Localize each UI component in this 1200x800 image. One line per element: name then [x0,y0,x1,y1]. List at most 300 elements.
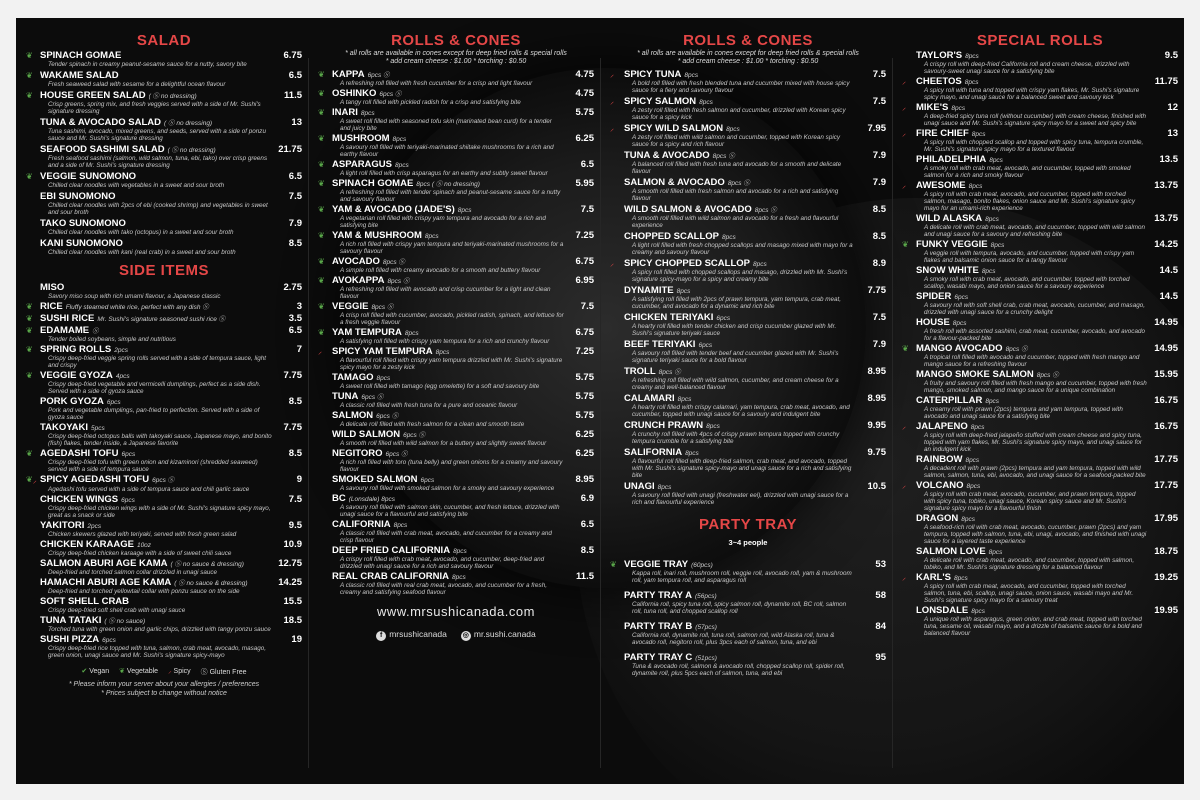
menu-item-detail: ( Ⓢ no sauce & dressing) [174,580,248,587]
menu-item-description: California roll, dynamite roll, tuna roll, salmon roll, wild Alaska roll, tuna & avocado roll, negitoro roll, plus 3pcs each of salmon, tuna, and ebi [632,632,835,646]
menu-item-row [902,76,1178,87]
menu-item [318,88,594,106]
menu-item-price: 7.75 [283,422,302,433]
menu-item-detail: 8pcs [985,216,999,223]
menu-item [318,301,594,326]
menu-item-description: A spicy roll with crab meat, avocado, cucumber, and prawn tempura, topped with spicy tuna, tobiko, unagi sauce, Korean spicy sauce and Mr. Sushi's signature spicy mayo for a flavourful finish [924,491,1136,512]
menu-item-row [26,90,302,101]
facebook-handle: mrsushicanada [389,629,447,639]
menu-item-detail: 8pcs ( Ⓢ no dressing) [416,181,480,188]
menu-item-detail: 8pcs [452,574,466,581]
menu-item-detail: 8pcs [981,268,996,275]
chili-icon: ⸝ [902,481,906,490]
menu-item-price: 17.75 [1154,454,1178,465]
menu-item-name: CHOPPED SCALLOP [624,231,720,242]
menu-item-name: REAL CRAB CALIFORNIA [332,571,449,582]
menu-item-price: 15.5 [283,596,302,607]
menu-item-row [26,520,302,531]
menu-item-description: A crispy roll with deep-fried California roll and cream cheese, drizzled with savoury-sweet unagi sauce for a satisfying bite [924,61,1130,75]
leaf-icon: ❦ [610,560,617,569]
menu-item-price: 11.75 [1154,76,1178,87]
menu-item-price: 17.75 [1154,480,1178,491]
menu-item-row [610,312,886,323]
menu-item-detail: 8pcs [404,330,419,337]
menu-item-price: 7.95 [867,123,886,134]
rolls-note-2: * add cream cheese : $1.00 * torching : $0.50 [385,58,527,65]
leaf-icon: ❦ [318,134,325,143]
menu-item-name: YAKITORI [40,520,85,531]
menu-item-row [902,480,1178,491]
menu-item-name: CHICKEN TERIYAKI [624,312,714,323]
menu-item-row [610,481,886,492]
menu-item [26,218,302,236]
menu-item-detail: 6pcs Ⓢ [376,413,399,420]
menu-item-price: 21.75 [278,144,302,155]
menu-item-row [902,154,1178,165]
menu-item-detail: 6pcs [121,497,135,504]
menu-item-price: 2.75 [283,282,302,293]
menu-item [318,474,594,492]
menu-item-name: SALIFORNIA [624,447,683,458]
menu-item-name: VEGGIE [332,301,369,312]
menu-item-row [318,410,594,421]
menu-item-note: ( Ⓢ no dressing) [167,147,216,154]
menu-item [902,76,1178,101]
menu-item-description: A refreshing roll filled with avocado and crisp cucumber for a light and clean flavour [340,286,551,300]
menu-item-price: 8.5 [872,204,886,215]
menu-item-price: 7 [296,344,302,355]
menu-item-detail: 8pcs Ⓢ [754,207,777,214]
menu-item-description: Crispy deep-fried tofu with green onion and kizaminori (shredded seaweed) served with a side of tempura sauce [48,459,258,473]
party-tray-serving: 3~4 people [728,538,768,547]
menu-item-detail: Ⓢ [92,328,99,335]
menu-item-name: PORK GYOZA [40,396,104,407]
menu-item-detail: 8pcs [965,53,979,60]
menu-item-row [26,301,302,312]
chili-icon: ⸝ [902,77,906,86]
menu-item-name: TUNA TATAKI [40,615,102,626]
menu-item-price: 7.5 [288,494,302,505]
menu-item-name: CALAMARI [624,393,675,404]
menu-item-row [902,291,1178,302]
menu-item-description: A flavourful roll filled with crispy yam tempura drizzled with Mr. Sushi's signature spicy mayo for a zesty kick [340,357,563,371]
menu-item-price: 4.75 [575,88,594,99]
section-heading-side-items: SIDE ITEMS [118,262,209,279]
menu-item-name: MUSHROOM [332,133,390,144]
menu-item-description: A rich roll filled with toro (tuna belly) and green onions for a creamy and savoury flavour [340,459,563,473]
chili-icon: ⸝ [902,573,906,582]
menu-item-price: 13 [1167,128,1178,139]
menu-item [610,621,886,646]
menu-item-name: KAPPA [332,69,365,80]
menu-item-price: 5.95 [575,178,594,189]
chili-icon: ⸝ [318,347,322,356]
menu-item-description: A savoury roll filled with salmon skin, cucumber, and fresh lettuce, drizzled with unagi sauce for a flavourful and satisfying bite [340,504,560,518]
menu-item-row [318,159,594,170]
leaf-icon: ❦ [318,205,325,214]
menu-item-name: NEGITORO [332,448,383,459]
menu-item-description: A creamy roll with prawn (2pcs) tempura and yam tempura, topped with avocado and unagi sauce for a satisfying bite [924,406,1123,420]
menu-item-price: 11.5 [284,90,302,101]
section-heading-party-tray: PARTY TRAY [698,516,798,533]
menu-item-row [902,572,1178,583]
menu-item-price: 10.5 [867,481,886,492]
menu-item-detail: 8pcs [706,423,720,430]
menu-item-price: 6.75 [283,50,302,61]
menu-item-price: 3.5 [288,313,302,324]
chili-icon: ⸝ [610,124,614,133]
menu-item-row [26,396,302,407]
menu-item [610,559,886,584]
leaf-icon: ❦ [318,257,325,266]
menu-item-row [610,420,886,431]
menu-item-description: A classic roll filled with crab meat, avocado, and cucumber for a creamy and crisp flavour [340,530,552,544]
menu-item [26,558,302,576]
menu-item [902,421,1178,453]
menu-item-price: 6.5 [288,70,302,81]
menu-item-description: A deep-fried spicy tuna roll (without cucumber) with cream cheese, finished with unagi sauce and Mr. Sushi's signature spicy mayo for a sweet and spicy bite [924,113,1147,127]
menu-item [610,231,886,256]
menu-item-name: AGEDASHI TOFU [40,448,119,459]
menu-item [902,513,1178,545]
menu-item-note: ( Ⓢ no dressing) [148,93,197,100]
menu-item-row [902,128,1178,139]
menu-item-name: SNOW WHITE [916,265,979,276]
menu-item-detail: (Lonsdale) 8pcs [348,496,395,503]
menu-item-detail: 6pcs Ⓢ [367,72,390,79]
menu-item-name: SEAFOOD SASHIMI SALAD [40,144,165,155]
menu-item-row [610,559,886,570]
rolls-note-1: * all rolls are available in cones except for deep fried rolls & special rolls [345,50,567,57]
menu-item-description: A refreshing roll filled with wild salmon, cucumber, and cream cheese for a creamy and well-balanced flavour [632,377,839,391]
menu-item-price: 7.9 [872,177,886,188]
menu-item [902,395,1178,420]
menu-item-price: 14.95 [1154,317,1178,328]
menu-item-row [902,454,1178,465]
leaf-icon: ❦ [318,231,325,240]
menu-item-detail: 6pcs [698,342,713,349]
menu-item-description: A vegetarian roll filled with crispy yam tempura and avocado for a rich and satisfying bite [340,215,546,229]
menu-item-description: A savoury roll with soft shell crab, crab meat, avocado, cucumber, and masago, drizzled with unagi sauce for a crunchy delight [924,302,1145,316]
menu-item-price: 18.75 [1154,546,1178,557]
menu-item-row [26,238,302,249]
menu-item [26,344,302,369]
menu-item-detail: 8pcs [360,110,375,117]
menu-item-detail: 2pcs [114,347,128,354]
menu-item [902,291,1178,316]
menu-item [318,429,594,447]
party-tray-list [610,559,886,677]
menu-item-detail: 6pcs Ⓢ [385,451,408,458]
menu-item-price: 16.75 [1154,421,1178,432]
menu-item [318,545,594,570]
leaf-icon: ❦ [318,302,325,311]
menu-item-description: A fresh roll with assorted sashimi, crab meat, cucumber, avocado, and avocado for a flavour-packed bite [924,328,1145,342]
menu-item-name: RAINBOW [916,454,963,465]
menu-item-row [26,596,302,607]
menu-item-description: A zesty roll filled with fresh salmon and cucumber, drizzled with Korean spicy sauce for a spicy kick [632,107,846,121]
menu-item-name: BC [332,493,346,504]
menu-item [610,69,886,94]
menu-item-row [26,474,302,486]
menu-item-row [318,69,594,80]
chili-icon: ⸝ [610,97,614,106]
menu-item-price: 7.9 [288,218,302,229]
menu-item-detail: 8pcs [376,375,391,382]
menu-item-name: DRAGON [916,513,959,524]
menu-item-detail: Fluffy steamed white rice, perfect with any dish Ⓢ [65,304,209,311]
menu-item-row [902,317,1178,328]
menu-item [610,366,886,391]
menu-item-price: 10.9 [283,539,302,550]
menu-item [318,256,594,274]
leaf-icon: ❦ [26,345,33,354]
legend-spicy-label: Spicy [173,668,191,675]
dietary-legend [26,667,302,677]
menu-item-row [26,117,302,128]
menu-item-detail: Mr. Sushi's signature seasoned sushi rice Ⓢ [97,316,226,323]
menu-item [902,605,1178,637]
instagram-link[interactable] [461,629,536,641]
facebook-link[interactable] [376,629,447,641]
rolls-note-1: * all rolls are available in cones except for deep fried rolls & special rolls [637,50,859,57]
legend-gf-label: Gluten Free [209,669,247,676]
menu-item-row [26,313,302,324]
menu-item [26,171,302,189]
menu-item-row [610,366,886,377]
menu-item-name: FIRE CHIEF [916,128,969,139]
menu-item-name: EDAMAME [40,325,90,336]
menu-item-description: Crisp greens, spring mix, and fresh veggies served with a side of Mr. Sushi's signature dressing [48,101,261,115]
menu-item-name: JALAPENO [916,421,968,432]
leaf-icon: ❦ [318,179,325,188]
menu-item-price: 13.75 [1154,180,1178,191]
rolls-list-1 [318,69,594,596]
menu-item-description: A crispy roll filled with crab meat, avocado, and cucumber, deep-fried and drizzled with unagi sauce for a rich and savoury flavour [340,556,545,570]
menu-item [26,370,302,395]
social-links [318,629,594,641]
menu-item-price: 7.25 [575,230,594,241]
menu-item-detail: 10oz [136,542,152,549]
menu-item-name: VEGGIE TRAY [624,559,689,570]
menu-item-description: Savory miso soup with rich umami flavour, a Japanese classic [48,293,221,300]
menu-item-row [26,558,302,569]
menu-item-detail: 8pcs [453,548,467,555]
menu-item-description: A tangy roll filled with pickled radish for a crisp and satisfying bite [340,99,521,106]
menu-item [26,634,302,659]
menu-item-detail: 8pcs [657,484,672,491]
menu-item-description: A smooth roll filled with fresh salmon and avocado for a rich and satisfying flavour [632,188,839,202]
column-divider [892,58,893,768]
menu-item-description: A fruity and savoury roll filled with fresh mango and cucumber, topped with fresh mango, smoked salmon, and mango sauce for a unique combination [924,380,1147,394]
menu-item-description: Crispy deep-fried vegetable and vermicelli dumplings, perfect as a side dish. Served with a side of gyoza sauce [48,381,261,395]
menu-item-price: 7.5 [288,191,302,202]
menu-item-description: A spicy roll with crab meat, avocado, and cucumber, topped with torched salmon, masago, bonito flakes, onion sauce and Mr. Sushi's signature spicy mayo for an umami-rich experience [924,191,1135,212]
menu-item [610,96,886,121]
menu-item-description: A smoky roll with crab meat, avocado, and cucumber, topped with smoked salmon for a rich and smoky flavour [924,165,1131,179]
menu-item-price: 6.5 [580,159,594,170]
facebook-icon: f [376,631,386,641]
menu-item-detail: 8pcs Ⓢ [727,180,750,187]
menu-item-row [318,88,594,99]
menu-item-name: SALMON [332,410,374,421]
menu-item-detail: 8pcs Ⓢ [712,153,735,160]
menu-item-row [610,123,886,134]
menu-item-detail: (51pcs) [695,655,717,662]
menu-item [318,391,594,409]
chili-icon: ⸝ [610,259,614,268]
menu-item-name: CHICKEN KARAAGE [40,539,134,550]
menu-item-detail: 8pcs [953,575,968,582]
menu-item [318,448,594,473]
menu-item-name: SPINACH GOMAE [332,178,414,189]
menu-item [26,238,302,256]
menu-item-name: MANGO AVOCADO [916,343,1003,354]
menu-item [902,343,1178,368]
menu-item-name: UNAGI [624,481,655,492]
leaf-icon: ❦ [26,302,33,311]
menu-item [318,410,594,428]
menu-item [902,50,1178,75]
menu-item [26,282,302,300]
menu-item-note: ( Ⓢ no dressing) [164,120,213,127]
menu-item-price: 7.9 [872,150,886,161]
menu-item [610,312,886,337]
menu-item-row [902,605,1178,616]
menu-item-price: 14.5 [1159,291,1178,302]
menu-item-description: Deep-fried and torched yellowtail collar with ponzu sauce on the side [48,588,240,595]
menu-item-detail: 8pcs Ⓢ [382,259,405,266]
menu-item-row [26,325,302,336]
menu-item-description: A hearty roll filled with crispy calamari, yam tempura, crab meat, avocado, and cucumber, topped with unagi sauce for a savoury and indulgent bite [632,404,850,418]
menu-item-description: Tender spinach in creamy peanut-sesame sauce for a nutty, savory bite [48,61,247,68]
menu-item-description: A classic roll filled with real crab meat, avocado, and cucumber for a fresh, creamy and satisfying seafood flavour [340,582,547,596]
menu-item-row [318,133,594,144]
menu-item-row [318,230,594,241]
menu-item [318,571,594,596]
menu-item-detail: (56pcs) [694,593,717,600]
leaf-icon: ❦ [26,172,33,181]
menu-item-description: A crunchy roll filled with 4pcs of crispy prawn tempura topped with crunchy tempura crumble for a satisfying bite [632,431,840,445]
menu-item-name: EBI SUNOMONO [40,191,116,202]
menu-item-price: 7.5 [872,312,886,323]
menu-item-name: CHICKEN WINGS [40,494,119,505]
menu-item-row [26,218,302,229]
menu-item-price: 8.5 [288,396,302,407]
menu-item-price: 12 [1167,102,1178,113]
menu-item-name: VOLCANO [916,480,964,491]
menu-item-detail: 8pcs [989,157,1003,164]
menu-item-price: 8.9 [872,258,886,269]
menu-item-name: TAKOYAKI [40,422,89,433]
menu-item-description: A zesty roll filled with wild salmon and cucumber, topped with Korean spicy sauce for a spicy and rich flavour [632,134,841,148]
menu-item-description: A delicate roll with crab meat, avocado, and cucumber, topped with wild salmon and unagi sauce for a savoury and refreshing bite [924,224,1145,238]
menu-item-name: SPINACH GOMAE [40,50,122,61]
menu-item-price: 6.25 [575,429,594,440]
menu-item-description: Crispy deep-fried chicken wings with a side of Mr. Sushi's signature spicy mayo, great as a snack or side [48,505,271,519]
menu-item-row [902,102,1178,113]
vegan-icon: ✔ [81,668,88,675]
menu-item-description: A sweet roll filled with tamago (egg omelette) for a soft and savoury bite [340,383,540,390]
menu-item-price: 6.9 [580,493,594,504]
menu-item-row [610,204,886,215]
menu-item-row [610,339,886,350]
menu-item [610,447,886,479]
menu-item-description: A smooth roll filled with wild salmon for a buttery and slightly sweet flavour [340,440,547,447]
menu-item-description: Deep-fried and torched salmon collar drizzled in unagi sauce [48,569,218,576]
menu-item-price: 53 [875,559,886,570]
leaf-icon: ❦ [26,314,33,323]
menu-item-description: Crispy deep-fried soft shell crab with unagi sauce [48,607,186,614]
menu-item-name: WILD ALASKA [916,213,983,224]
menu-item-row [318,372,594,383]
menu-item [610,652,886,677]
menu-item [26,520,302,538]
leaf-icon: ❦ [318,89,325,98]
menu-item [318,204,594,229]
menu-item-description: Tender boiled soybeans, simple and nutritious [48,336,176,343]
legend-spicy [168,667,191,677]
menu-item-row [610,69,886,80]
menu-item-description: A spicy roll with crab meat, avocado, and cucumber, topped with torched salmon, tuna, ebi, scallop, unagi sauce, onion sauce, wasabi mayo and Mr. Sushi's signature spicy mayo for a savoury treat [924,583,1134,604]
menu-item-name: BEEF TERIYAKI [624,339,696,350]
leaf-icon: ❦ [902,344,909,353]
menu-item-description: A savoury roll filled with teriyaki-marinated shiitake mushrooms for a rich and earthy flavour [340,144,554,158]
menu-item [26,313,302,324]
leaf-icon: ❦ [119,668,125,675]
menu-item-price: 19.95 [1154,605,1178,616]
section-heading-salad: SALAD [136,32,192,49]
menu-item-row [902,265,1178,276]
menu-item-row [902,513,1178,524]
menu-item [318,327,594,345]
menu-item-description: Chilled clear noodles with kani (real crab) in a sweet and sour broth [48,249,236,256]
menu-item-detail: 8pcs [990,242,1005,249]
menu-item-row [902,213,1178,224]
menu-item [26,144,302,169]
menu-item-row [610,621,886,632]
website-link[interactable]: www.mrsushicanada.com [377,604,535,619]
menu-item-name: TAYLOR'S [916,50,963,61]
menu-item-row [318,519,594,530]
menu-item-row [610,258,886,269]
menu-item-price: 5.75 [575,107,594,118]
menu-item-price: 19.25 [1154,572,1178,583]
menu-item-description: A decadent roll with prawn (2pcs) tempura and yam tempura, topped with wild salmon, salmon, tuna, ebi, avocado, and unagi sauce for a seafood-packed bite [924,465,1146,479]
menu-item-row [318,204,594,215]
menu-item-row [26,70,302,81]
menu-item-price: 5.75 [575,391,594,402]
menu-item-price: 18.5 [283,615,302,626]
menu-item-description: A light roll filled with fresh chopped scallops and masago mixed with mayo for a creamy and savoury flavour [632,242,853,256]
menu-item [26,191,302,216]
menu-item-name: PARTY TRAY C [624,652,693,663]
menu-item [26,117,302,142]
menu-item-description: A classic roll filled with fresh tuna for a pure and oceanic flavour [340,402,518,409]
chili-icon: ⸝ [902,181,906,190]
menu-item-row [26,50,302,61]
menu-item-price: 14.25 [278,577,302,588]
menu-item-price: 8.5 [580,545,594,556]
menu-item-name: YAM & AVOCADO (JADE'S) [332,204,455,215]
price-note: * Prices subject to change without notice [101,689,227,697]
menu-item-name: SPICY AGEDASHI TOFU [40,474,150,485]
menu-item-detail: 8pcs [971,608,985,615]
column-divider [308,58,309,768]
menu-item-price: 7.75 [867,285,886,296]
menu-item [610,590,886,615]
instagram-handle: mr.sushi.canada [473,629,536,639]
